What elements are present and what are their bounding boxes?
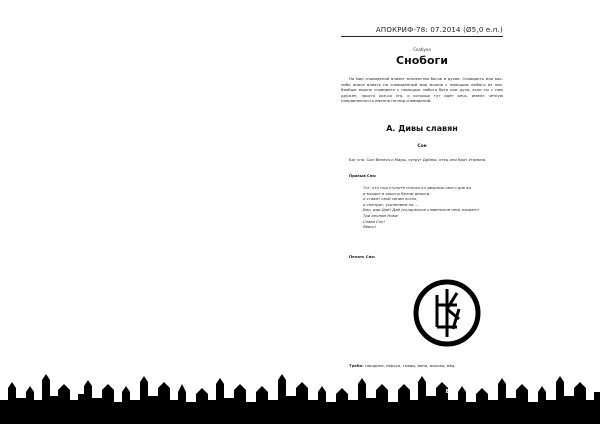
- invocation-label: Призыв Сна:: [349, 173, 377, 178]
- poem-line: Тот, кто под ступите сплохо ко дворник-ового дов ец: [363, 185, 472, 190]
- running-header: АПОКРИФ-78: 07.2014 (Ø5,0 е.п.): [375, 26, 503, 34]
- header-rule: [341, 36, 503, 37]
- chapter-kicker: Скабуна: [413, 47, 431, 52]
- intro-text: На мир сновидений влияет множество богов и духов. Сновидеть или как-либо иначе влиять на сновиденный мир можно с помощью любого из них. Вообще можно сновидеть с помощью любого бога или духа, если ты с ним дружен, просто кое-ко это, о которых тут идёт речь, имеют чёткую направленность именно на мир сновидений.: [341, 76, 503, 104]
- section-heading: А. Дивы славян: [386, 124, 458, 133]
- poem-line: Три алоном Нова!: [363, 212, 399, 218]
- page-title: Снобоги: [396, 54, 448, 67]
- description-text: Бог сна. Сын Велеса и Мары, супруг Дрёмы, отец или брат Угомона.: [349, 157, 487, 162]
- poem-line: и ставит свой синий посох,: [363, 196, 418, 202]
- intro-paragraph: [341, 76, 503, 104]
- poem-line: Вин, иди Дай! Дай (колдовское славенское нем) взывает!: [363, 207, 480, 213]
- seal-label: Печать Сна:: [349, 254, 376, 259]
- poem-line: и входит в крысно белом деньки,: [363, 190, 431, 196]
- offering-label: Треба:: [349, 363, 364, 368]
- poem-line: и смотрит, усилением на ...: [363, 201, 419, 207]
- page-number: 87: [445, 389, 453, 395]
- subsection-heading: Сон: [417, 144, 427, 149]
- city-skyline-silhouette: [0, 370, 600, 424]
- poem-line: Слава Сну!: [363, 218, 386, 224]
- sleep-seal-sigil: [413, 279, 481, 347]
- offering-text: говядина, пироги, тыквы, вино, молоко, мёд.: [364, 363, 456, 368]
- poem-line: Явись!: [363, 224, 377, 230]
- invocation-poem: [363, 185, 503, 230]
- offering-line: [349, 363, 456, 368]
